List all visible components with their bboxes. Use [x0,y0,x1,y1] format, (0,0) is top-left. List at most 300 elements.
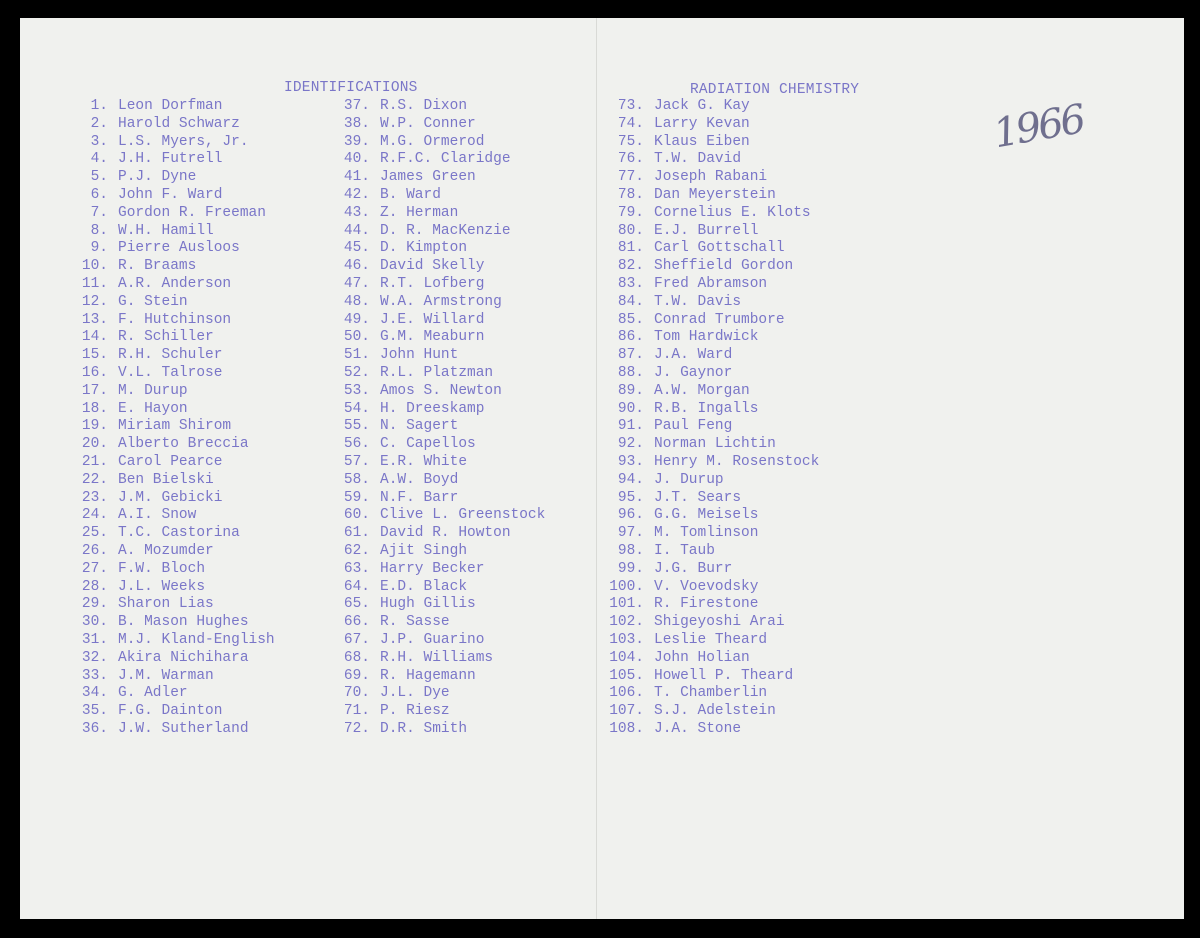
entry-number: 51. [343,347,370,364]
entry-number: 52. [343,364,370,381]
entry-name: M. Durup [118,382,188,399]
entry-number: 69. [343,667,370,684]
list-entry [72,276,275,294]
list-entry [72,169,275,187]
entry-number: 75. [617,133,644,150]
list-entry [72,134,275,152]
list-entry [608,525,819,543]
list-entry [334,329,545,347]
list-entry [608,507,819,525]
entry-name: W.A. Armstrong [380,293,502,310]
list-entry [72,543,275,561]
entry-name: Ben Bielski [118,471,214,488]
name-list-column-2 [334,98,545,739]
list-entry [334,490,545,508]
entry-number: 104. [609,649,644,666]
list-entry [334,240,545,258]
entry-number: 100. [609,578,644,595]
entry-number: 19. [81,418,108,435]
entry-name: Fred Abramson [654,275,768,292]
entry-name: Cornelius E. Klots [654,204,811,221]
list-entry [608,721,819,739]
entry-name: J.A. Ward [654,347,733,364]
entry-name: John Hunt [380,347,459,364]
entry-name: J.A. Stone [654,720,742,737]
entry-number: 38. [343,115,370,132]
entry-number: 62. [343,542,370,559]
entry-number: 46. [343,258,370,275]
entry-number: 81. [617,240,644,257]
entry-name: P.J. Dyne [118,169,197,186]
entry-number: 36. [81,720,108,737]
entry-name: J.P. Guarino [380,631,485,648]
list-entry [608,561,819,579]
entry-name: Akira Nichihara [118,649,249,666]
entry-number: 29. [81,596,108,613]
entry-number: 106. [609,685,644,702]
entry-name: D. R. MacKenzie [380,222,511,239]
list-entry [72,579,275,597]
list-entry [608,418,819,436]
entry-number: 105. [609,667,644,684]
entry-name: Z. Herman [380,204,459,221]
list-entry [334,418,545,436]
entry-name: G. Stein [118,293,188,310]
entry-number: 87. [617,347,644,364]
entry-number: 77. [617,169,644,186]
list-entry [72,365,275,383]
heading-radiation-chemistry: RADIATION CHEMISTRY [690,82,860,98]
entry-number: 17. [81,382,108,399]
list-entry [334,650,545,668]
entry-name: F. Hutchinson [118,311,232,328]
list-entry [334,98,545,116]
list-entry [72,507,275,525]
entry-name: A. Mozumder [118,542,214,559]
entry-name: Pierre Ausloos [118,240,240,257]
entry-number: 85. [617,311,644,328]
entry-name: R.L. Platzman [380,364,494,381]
entry-number: 37. [343,98,370,114]
entry-number: 60. [343,507,370,524]
entry-number: 33. [81,667,108,684]
entry-name: Norman Lichtin [654,436,776,453]
list-entry [608,365,819,383]
entry-number: 79. [617,204,644,221]
list-entry [608,312,819,330]
list-entry [608,454,819,472]
entry-name: B. Ward [380,186,441,203]
entry-number: 34. [81,685,108,702]
list-entry [72,347,275,365]
list-entry [72,98,275,116]
list-entry [334,703,545,721]
entry-name: G.G. Meisels [654,507,759,524]
entry-name: Carl Gottschall [654,240,785,257]
list-entry [608,294,819,312]
list-entry [334,525,545,543]
list-entry [72,294,275,312]
list-entry [334,579,545,597]
list-entry [608,151,819,169]
list-entry [72,472,275,490]
entry-name: N. Sagert [380,418,459,435]
list-entry [72,312,275,330]
entry-name: J.W. Sutherland [118,720,249,737]
entry-name: A.W. Morgan [654,382,750,399]
list-entry [72,329,275,347]
entry-number: 30. [81,614,108,631]
entry-name: David Skelly [380,258,485,275]
list-entry [72,383,275,401]
entry-name: J.M. Warman [118,667,214,684]
entry-number: 71. [343,703,370,720]
entry-number: 91. [617,418,644,435]
entry-name: Harold Schwarz [118,115,240,132]
entry-name: R. Hagemann [380,667,476,684]
list-entry [608,401,819,419]
entry-name: F.W. Bloch [118,560,206,577]
list-entry [334,543,545,561]
entry-number: 92. [617,436,644,453]
list-entry [608,632,819,650]
list-entry [334,401,545,419]
entry-name: Larry Kevan [654,115,750,132]
entry-number: 8. [90,222,108,239]
heading-identifications: IDENTIFICATIONS [284,80,418,96]
entry-number: 95. [617,489,644,506]
entry-number: 80. [617,222,644,239]
entry-name: E. Hayon [118,400,188,417]
entry-number: 54. [343,400,370,417]
entry-number: 78. [617,186,644,203]
entry-name: J. Durup [654,471,724,488]
entry-number: 42. [343,186,370,203]
entry-name: S.J. Adelstein [654,703,776,720]
list-entry [608,596,819,614]
entry-number: 11. [81,275,108,292]
list-entry [72,650,275,668]
entry-name: J.E. Willard [380,311,485,328]
list-entry [72,151,275,169]
entry-number: 89. [617,382,644,399]
entry-name: Harry Becker [380,560,485,577]
entry-number: 84. [617,293,644,310]
list-entry [334,383,545,401]
entry-name: T. Chamberlin [654,685,768,702]
entry-name: J.M. Gebicki [118,489,223,506]
entry-number: 41. [343,169,370,186]
list-entry [334,187,545,205]
entry-name: James Green [380,169,476,186]
entry-name: V. Voevodsky [654,578,759,595]
list-entry [334,223,545,241]
entry-name: R.F.C. Claridge [380,151,511,168]
list-entry [72,258,275,276]
entry-number: 43. [343,204,370,221]
entry-number: 102. [609,614,644,631]
entry-number: 18. [81,400,108,417]
list-entry [608,329,819,347]
entry-name: M.J. Kland-English [118,631,275,648]
entry-name: D. Kimpton [380,240,468,257]
entry-number: 7. [90,204,108,221]
list-entry [72,401,275,419]
list-entry [608,668,819,686]
entry-number: 82. [617,258,644,275]
list-entry [608,579,819,597]
entry-name: M. Tomlinson [654,525,759,542]
entry-number: 74. [617,115,644,132]
entry-number: 4. [90,151,108,168]
entry-name: John F. Ward [118,186,223,203]
handwritten-year-annotation: 1966 [990,96,1087,158]
entry-name: A.R. Anderson [118,275,232,292]
entry-name: R.T. Lofberg [380,275,485,292]
entry-name: Hugh Gillis [380,596,476,613]
list-entry [608,187,819,205]
entry-number: 72. [343,720,370,737]
entry-name: M.G. Ormerod [380,133,485,150]
entry-number: 57. [343,453,370,470]
list-entry [72,561,275,579]
list-entry [608,650,819,668]
list-entry [72,614,275,632]
entry-name: Paul Feng [654,418,733,435]
entry-name: R.H. Schuler [118,347,223,364]
entry-number: 15. [81,347,108,364]
entry-number: 56. [343,436,370,453]
page-fold-line [596,18,597,919]
entry-name: C. Capellos [380,436,476,453]
entry-number: 12. [81,293,108,310]
entry-number: 47. [343,275,370,292]
entry-number: 73. [617,98,644,114]
entry-number: 24. [81,507,108,524]
entry-name: H. Dreeskamp [380,400,485,417]
entry-name: E.D. Black [380,578,468,595]
list-entry [334,596,545,614]
entry-number: 39. [343,133,370,150]
entry-name: David R. Howton [380,525,511,542]
list-entry [334,312,545,330]
entry-number: 25. [81,525,108,542]
list-entry [608,169,819,187]
entry-number: 99. [617,560,644,577]
entry-name: Miriam Shirom [118,418,232,435]
list-entry [334,454,545,472]
entry-name: T.C. Castorina [118,525,240,542]
entry-number: 53. [343,382,370,399]
entry-number: 90. [617,400,644,417]
list-entry [334,632,545,650]
entry-name: R. Schiller [118,329,214,346]
list-entry [72,187,275,205]
entry-name: J.T. Sears [654,489,742,506]
entry-name: Joseph Rabani [654,169,768,186]
entry-number: 31. [81,631,108,648]
entry-number: 1. [90,98,108,114]
entry-number: 107. [609,703,644,720]
entry-name: P. Riesz [380,703,450,720]
list-entry [334,668,545,686]
entry-number: 28. [81,578,108,595]
entry-number: 48. [343,293,370,310]
entry-number: 94. [617,471,644,488]
entry-number: 45. [343,240,370,257]
list-entry [72,490,275,508]
list-entry [72,240,275,258]
entry-name: Shigeyoshi Arai [654,614,785,631]
entry-number: 35. [81,703,108,720]
entry-name: R.H. Williams [380,649,494,666]
entry-number: 101. [609,596,644,613]
list-entry [608,685,819,703]
entry-number: 88. [617,364,644,381]
entry-number: 14. [81,329,108,346]
entry-name: G. Adler [118,685,188,702]
list-entry [608,258,819,276]
list-entry [72,632,275,650]
entry-name: Sharon Lias [118,596,214,613]
entry-number: 16. [81,364,108,381]
list-entry [72,454,275,472]
entry-number: 96. [617,507,644,524]
entry-number: 23. [81,489,108,506]
entry-number: 2. [90,115,108,132]
entry-number: 44. [343,222,370,239]
list-entry [334,347,545,365]
list-entry [608,703,819,721]
list-entry [608,223,819,241]
list-entry [334,169,545,187]
list-entry [334,134,545,152]
entry-number: 27. [81,560,108,577]
entry-number: 108. [609,720,644,737]
entry-name: R.S. Dixon [380,98,468,114]
entry-number: 40. [343,151,370,168]
entry-number: 13. [81,311,108,328]
list-entry [334,685,545,703]
list-entry [334,151,545,169]
list-entry [608,98,819,116]
entry-name: V.L. Talrose [118,364,223,381]
list-entry [608,472,819,490]
list-entry [334,472,545,490]
entry-name: J.L. Dye [380,685,450,702]
entry-number: 26. [81,542,108,559]
entry-name: L.S. Myers, Jr. [118,133,249,150]
entry-number: 66. [343,614,370,631]
list-entry [72,703,275,721]
list-entry [334,507,545,525]
list-entry [72,436,275,454]
entry-name: A.W. Boyd [380,471,459,488]
entry-name: T.W. Davis [654,293,742,310]
list-entry [72,721,275,739]
list-entry [72,205,275,223]
entry-number: 86. [617,329,644,346]
entry-number: 70. [343,685,370,702]
entry-name: D.R. Smith [380,720,468,737]
entry-name: J.H. Futrell [118,151,223,168]
entry-name: Clive L. Greenstock [380,507,546,524]
entry-number: 59. [343,489,370,506]
list-entry [608,134,819,152]
list-entry [72,116,275,134]
list-entry [334,365,545,383]
list-entry [608,614,819,632]
entry-name: Dan Meyerstein [654,186,776,203]
entry-number: 22. [81,471,108,488]
list-entry [608,205,819,223]
list-entry [334,258,545,276]
list-entry [608,240,819,258]
entry-name: T.W. David [654,151,742,168]
list-entry [608,543,819,561]
entry-name: Gordon R. Freeman [118,204,266,221]
entry-number: 55. [343,418,370,435]
entry-name: G.M. Meaburn [380,329,485,346]
entry-name: Conrad Trumbore [654,311,785,328]
entry-name: Ajit Singh [380,542,468,559]
entry-number: 64. [343,578,370,595]
entry-number: 97. [617,525,644,542]
entry-name: J.L. Weeks [118,578,206,595]
entry-name: Klaus Eiben [654,133,750,150]
entry-number: 61. [343,525,370,542]
list-entry [334,116,545,134]
entry-number: 9. [90,240,108,257]
entry-name: W.P. Conner [380,115,476,132]
entry-number: 63. [343,560,370,577]
entry-name: R. Firestone [654,596,759,613]
entry-number: 58. [343,471,370,488]
list-entry [72,668,275,686]
entry-name: B. Mason Hughes [118,614,249,631]
list-entry [608,276,819,294]
list-entry [608,383,819,401]
list-entry [72,418,275,436]
entry-name: R. Sasse [380,614,450,631]
name-list-column-1 [72,98,275,739]
entry-name: Jack G. Kay [654,98,750,114]
entry-name: Sheffield Gordon [654,258,794,275]
entry-name: E.R. White [380,453,468,470]
entry-number: 10. [81,258,108,275]
list-entry [334,614,545,632]
entry-number: 50. [343,329,370,346]
list-entry [72,223,275,241]
entry-name: N.F. Barr [380,489,459,506]
entry-number: 32. [81,649,108,666]
entry-number: 103. [609,631,644,648]
entry-name: F.G. Dainton [118,703,223,720]
list-entry [72,596,275,614]
name-list-column-3 [608,98,819,739]
list-entry [72,685,275,703]
entry-number: 5. [90,169,108,186]
entry-name: Tom Hardwick [654,329,759,346]
entry-name: W.H. Hamill [118,222,214,239]
entry-number: 65. [343,596,370,613]
entry-number: 21. [81,453,108,470]
list-entry [334,205,545,223]
list-entry [334,276,545,294]
entry-name: J. Gaynor [654,364,733,381]
list-entry [334,436,545,454]
entry-name: R. Braams [118,258,197,275]
